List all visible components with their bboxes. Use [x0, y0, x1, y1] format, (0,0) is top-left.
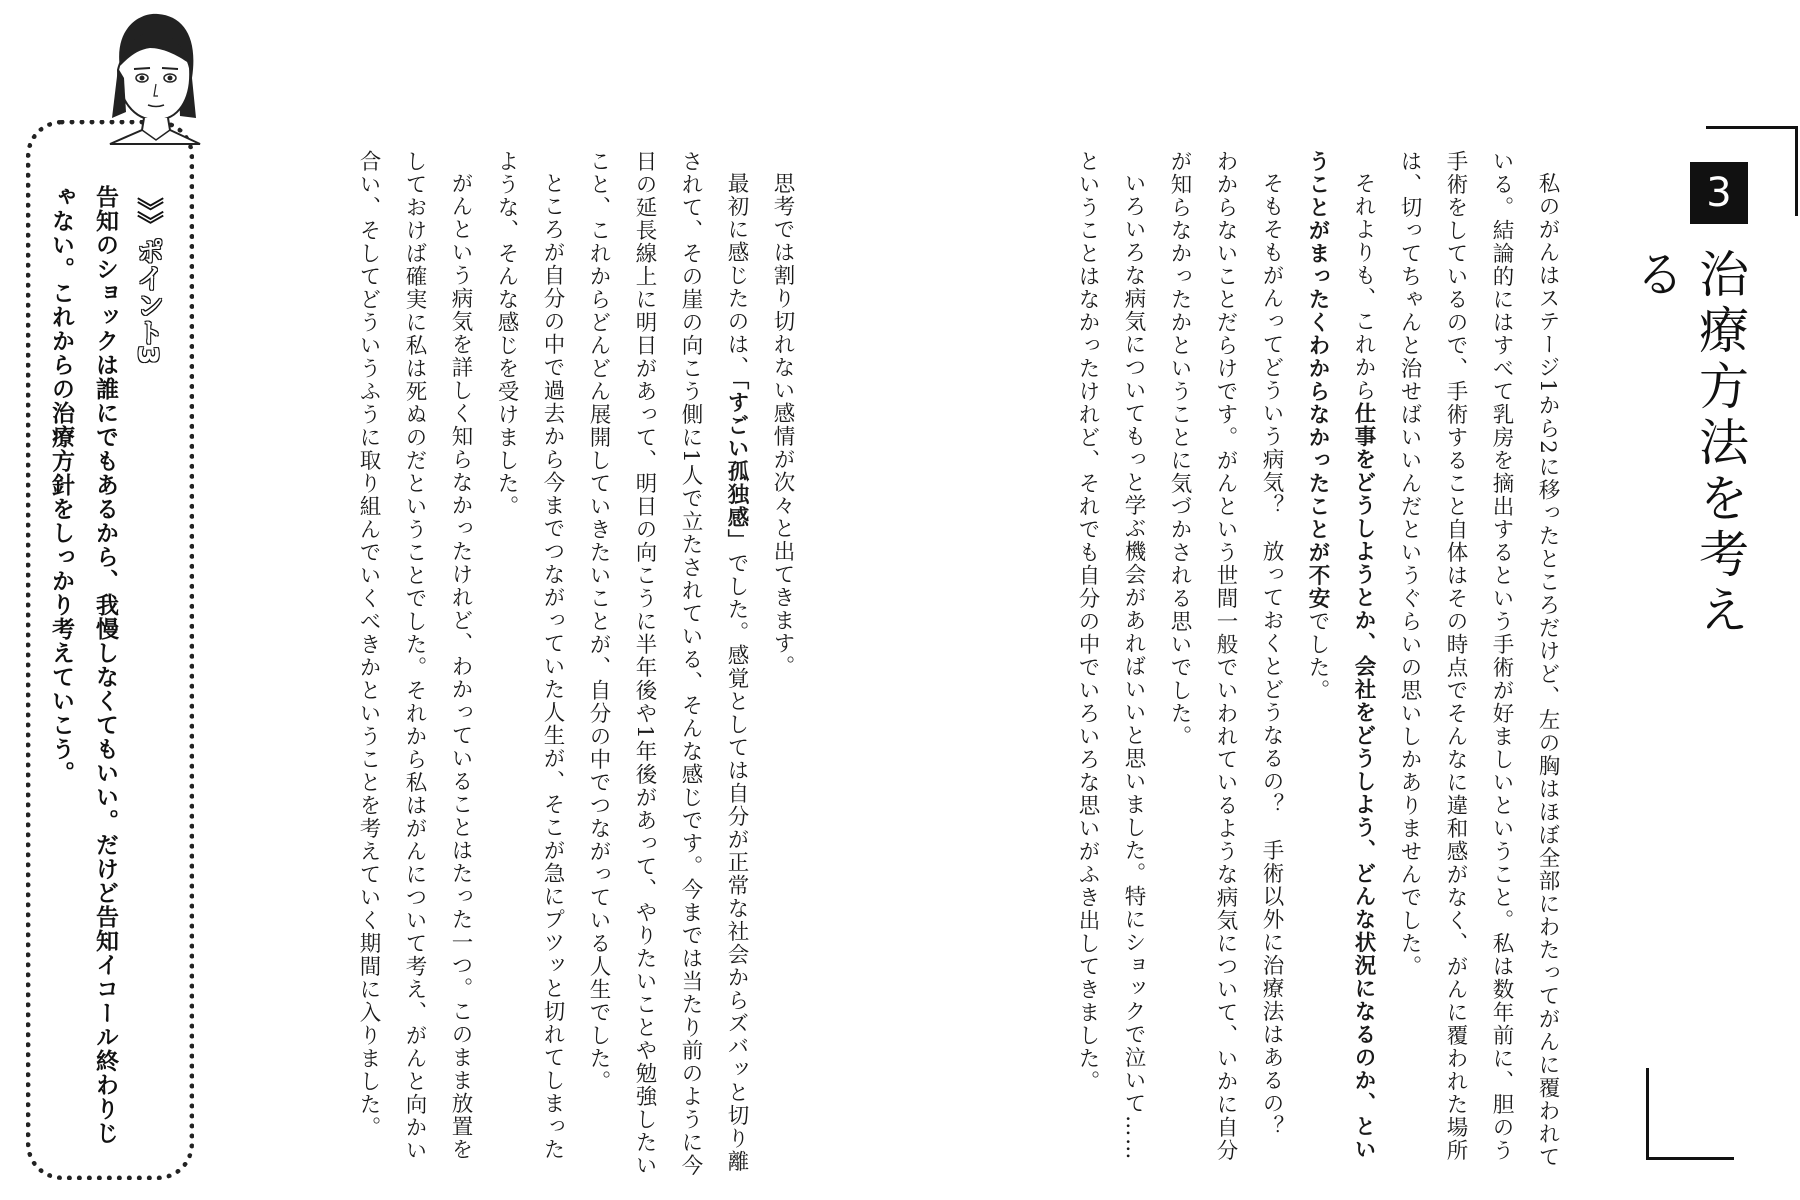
paragraph: いろいろな病気についてもっと学ぶ機会があればいいと思いました。特にショックで泣いて……ということはなかったけれど、それでも自分の中でいろいろな思いがふき出してきました。 — [1075, 150, 1146, 1161]
paragraph: 私のがんはステージ1から2に移ったところだけど、左の胸はほぼ全部にわたってがんに覆われている。結論的にはすべて乳房を摘出するという手術が好ましいということ。私は数年前に、胆のう手術をしているので、手術すること自体はその時点でそんなに違和感がなく、がんに覆われた場所は、切ってちゃんと治せばいいんだというぐらいの思いしかありませんでした。 — [1397, 150, 1560, 1168]
point-text: 告知のショックは誰にでもあるから、我慢しなくてもいい。だけど告知イコール終わりじゃない。これからの治療方針をしっかり考えていこう。 — [48, 185, 118, 1145]
point-heading — [127, 197, 167, 364]
body-text-right — [1075, 150, 1570, 1180]
emphasis-text: 仕事をどうしようとか、会社をどうしよう、どんな状況になるのか、ということがまったくわからなかったことが不安 — [1305, 150, 1376, 1161]
paragraph: 思考では割り切れない感情が次々と出てきます。 — [770, 171, 795, 678]
point-box — [26, 120, 194, 1180]
chapter-number: 3 — [1690, 162, 1748, 224]
paragraph: ところが自分の中で過去から今までつながっていた人生が、そこが急にプツッと切れてしまったような、そんな感じを受けました。 — [494, 150, 565, 1161]
paragraph: そもそもがんってどういう病気？ 放っておくとどうなるの？ 手術以外に治療法はあるの？ わからないことだらけです。がんという世間一般でいわれているような病気について、いかに自分が知らなかったかということに気づかされる思いでした。 — [1167, 150, 1284, 1162]
point-label: ポイント3 — [132, 237, 163, 365]
woman-portrait-icon — [100, 8, 210, 148]
paragraph: がんという病気を詳しく知らなかったけれど、わかっていることはたった一つ。このまま放置をしておけば確実に私は死ぬのだということでした。それから私はがんについて考え、がんと向かい合い、そしてどういうふうに取り組んでいくべきかということを考えていく期間に入りました。 — [356, 150, 473, 1162]
double-chevron-icon: 》》 — [132, 197, 163, 238]
paragraph: それよりも、これから仕事をどうしようとか、会社をどうしよう、どんな状況になるのか、ということがまったくわからなかったことが不安でした。 — [1305, 150, 1376, 1161]
paragraph: 最初に感じたのは、「すごい孤独感」でした。感覚としては自分が正常な社会からズバッと切り離されて、その崖の向こう側に1人で立たされている、そんな感じです。今までは当たり前のように今日の延長線上に明日があって、明日の向こうに半年後や1年後があって、やりたいことや勉強したいこと、これからどんどん展開していきたいことが、自分の中でつながっている人生でした。 — [586, 150, 749, 1178]
chapter-title: 治療方法を考える — [1627, 248, 1749, 640]
heading-bracket-bottom — [1646, 1068, 1734, 1160]
body-text-left — [205, 150, 805, 1180]
emphasis-text: 「すごい孤独感」 — [724, 378, 749, 552]
